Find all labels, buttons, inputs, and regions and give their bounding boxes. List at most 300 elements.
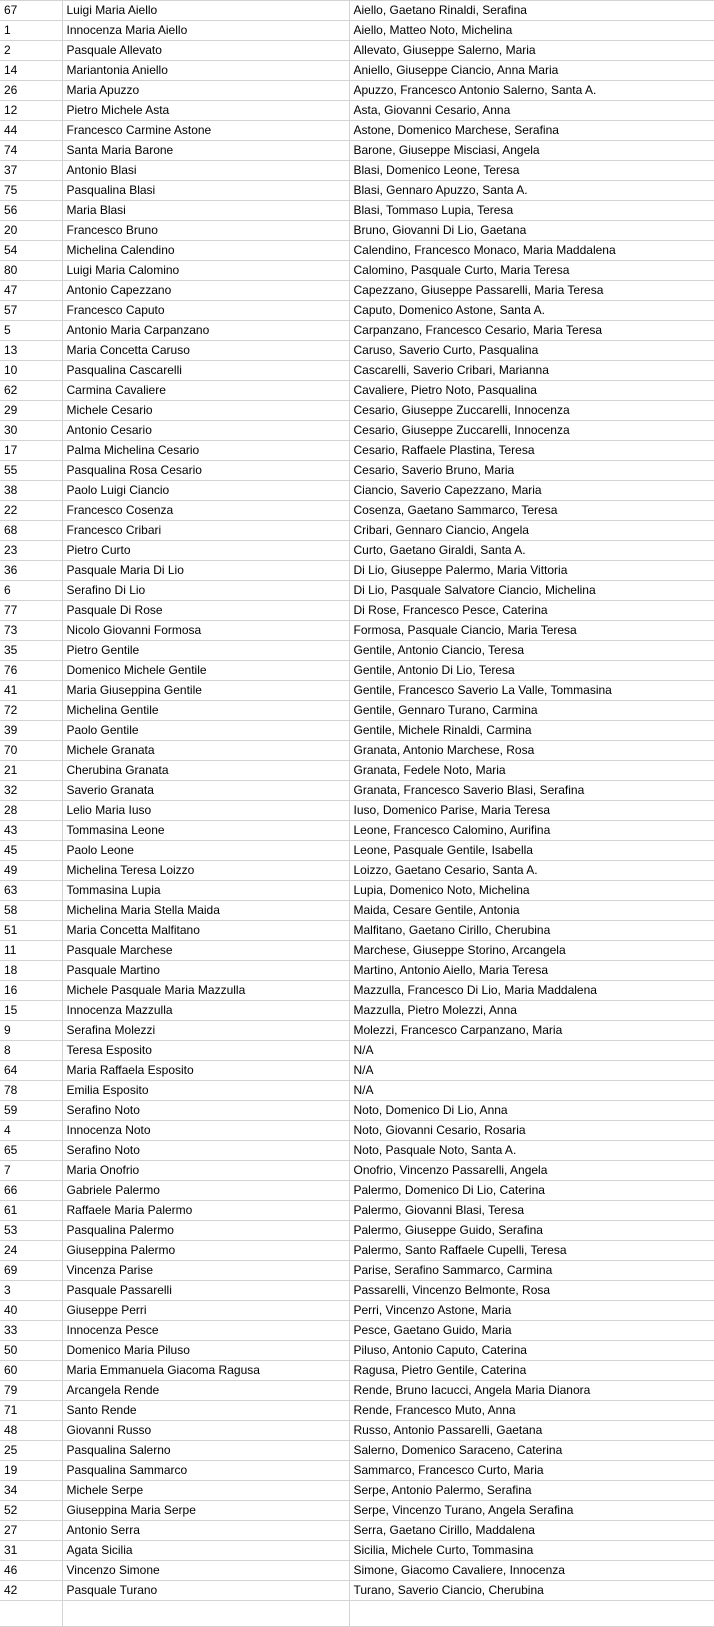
parents-cell[interactable]: Gentile, Michele Rinaldi, Carmina — [349, 721, 714, 741]
record-number-cell[interactable]: 13 — [0, 341, 62, 361]
person-name-cell[interactable]: Pietro Gentile — [62, 641, 349, 661]
record-number-cell[interactable]: 39 — [0, 721, 62, 741]
record-number-cell[interactable]: 48 — [0, 1421, 62, 1441]
parents-cell[interactable]: Capezzano, Giuseppe Passarelli, Maria Teresa — [349, 281, 714, 301]
parents-cell[interactable]: Simone, Giacomo Cavaliere, Innocenza — [349, 1561, 714, 1581]
person-name-cell[interactable]: Pasqualina Blasi — [62, 181, 349, 201]
record-number-cell[interactable]: 17 — [0, 441, 62, 461]
person-name-cell[interactable]: Pietro Michele Asta — [62, 101, 349, 121]
table-row — [0, 1561, 714, 1581]
table-row — [0, 1061, 714, 1081]
parents-cell[interactable]: Aniello, Giuseppe Ciancio, Anna Maria — [349, 61, 714, 81]
record-number-cell[interactable]: 79 — [0, 1381, 62, 1401]
person-name-cell[interactable]: Pasqualina Rosa Cesario — [62, 461, 349, 481]
person-name-cell[interactable]: Pasquale Marchese — [62, 941, 349, 961]
person-name-cell[interactable]: Serafina Molezzi — [62, 1021, 349, 1041]
person-name-cell[interactable]: Maria Onofrio — [62, 1161, 349, 1181]
record-number-cell[interactable]: 64 — [0, 1061, 62, 1081]
table-row — [0, 481, 714, 501]
parents-cell[interactable]: Cascarelli, Saverio Cribari, Marianna — [349, 361, 714, 381]
table-row — [0, 161, 714, 181]
parents-cell[interactable]: Leone, Pasquale Gentile, Isabella — [349, 841, 714, 861]
person-name-cell[interactable]: Domenico Michele Gentile — [62, 661, 349, 681]
record-number-cell[interactable]: 52 — [0, 1501, 62, 1521]
record-number-cell[interactable]: 26 — [0, 81, 62, 101]
record-number-cell[interactable]: 54 — [0, 241, 62, 261]
table-row — [0, 1361, 714, 1381]
record-number-cell[interactable]: 56 — [0, 201, 62, 221]
table-row — [0, 121, 714, 141]
parents-cell[interactable]: Pesce, Gaetano Guido, Maria — [349, 1321, 714, 1341]
person-name-cell[interactable]: Innocenza Noto — [62, 1121, 349, 1141]
record-number-cell[interactable]: 30 — [0, 421, 62, 441]
record-number-cell[interactable]: 33 — [0, 1321, 62, 1341]
record-number-cell[interactable]: 27 — [0, 1521, 62, 1541]
table-row — [0, 841, 714, 861]
table-row — [0, 1121, 714, 1141]
record-number-cell[interactable]: 31 — [0, 1541, 62, 1561]
record-number-cell[interactable]: 50 — [0, 1341, 62, 1361]
table-row — [0, 981, 714, 1001]
person-name-cell[interactable]: Saverio Granata — [62, 781, 349, 801]
record-number-cell[interactable]: 59 — [0, 1101, 62, 1121]
person-name-cell[interactable]: Giuseppina Maria Serpe — [62, 1501, 349, 1521]
table-row — [0, 1301, 714, 1321]
table-row — [0, 621, 714, 641]
record-number-cell[interactable]: 46 — [0, 1561, 62, 1581]
parents-cell[interactable]: Piluso, Antonio Caputo, Caterina — [349, 1341, 714, 1361]
parents-cell[interactable]: Molezzi, Francesco Carpanzano, Maria — [349, 1021, 714, 1041]
person-name-cell[interactable]: Michelina Maria Stella Maida — [62, 901, 349, 921]
table-row — [0, 61, 714, 81]
person-name-cell[interactable]: Pietro Curto — [62, 541, 349, 561]
record-number-cell[interactable]: 80 — [0, 261, 62, 281]
table-row — [0, 701, 714, 721]
person-name-cell[interactable]: Maria Raffaela Esposito — [62, 1061, 349, 1081]
parents-cell[interactable]: Cesario, Raffaele Plastina, Teresa — [349, 441, 714, 461]
table-row — [0, 641, 714, 661]
person-name-cell[interactable] — [62, 1601, 349, 1627]
record-number-cell[interactable]: 68 — [0, 521, 62, 541]
person-name-cell[interactable]: Michele Cesario — [62, 401, 349, 421]
table-row — [0, 141, 714, 161]
record-number-cell[interactable]: 14 — [0, 61, 62, 81]
person-name-cell[interactable]: Santa Maria Barone — [62, 141, 349, 161]
record-number-cell[interactable]: 63 — [0, 881, 62, 901]
record-number-cell[interactable]: 60 — [0, 1361, 62, 1381]
parents-cell[interactable]: Serra, Gaetano Cirillo, Maddalena — [349, 1521, 714, 1541]
record-number-cell[interactable]: 44 — [0, 121, 62, 141]
person-name-cell[interactable]: Vincenza Parise — [62, 1261, 349, 1281]
record-number-cell[interactable] — [0, 1601, 62, 1627]
person-name-cell[interactable]: Innocenza Maria Aiello — [62, 21, 349, 41]
parents-cell[interactable]: Palermo, Giuseppe Guido, Serafina — [349, 1221, 714, 1241]
person-name-cell[interactable]: Antonio Blasi — [62, 161, 349, 181]
record-number-cell[interactable]: 24 — [0, 1241, 62, 1261]
record-number-cell[interactable]: 11 — [0, 941, 62, 961]
record-number-cell[interactable]: 78 — [0, 1081, 62, 1101]
parents-cell[interactable]: Serpe, Antonio Palermo, Serafina — [349, 1481, 714, 1501]
person-name-cell[interactable]: Paolo Leone — [62, 841, 349, 861]
record-number-cell[interactable]: 10 — [0, 361, 62, 381]
parents-cell[interactable]: Formosa, Pasquale Ciancio, Maria Teresa — [349, 621, 714, 641]
table-row — [0, 1281, 714, 1301]
record-number-cell[interactable]: 8 — [0, 1041, 62, 1061]
parents-cell[interactable]: Aiello, Matteo Noto, Michelina — [349, 21, 714, 41]
parents-cell[interactable]: Carpanzano, Francesco Cesario, Maria Teresa — [349, 321, 714, 341]
record-number-cell[interactable]: 38 — [0, 481, 62, 501]
table-row — [0, 441, 714, 461]
table-row — [0, 501, 714, 521]
record-number-cell[interactable]: 2 — [0, 41, 62, 61]
table-row — [0, 881, 714, 901]
parents-cell[interactable]: N/A — [349, 1081, 714, 1101]
parents-cell[interactable]: Maida, Cesare Gentile, Antonia — [349, 901, 714, 921]
record-number-cell[interactable]: 45 — [0, 841, 62, 861]
person-name-cell[interactable]: Serafino Di Lio — [62, 581, 349, 601]
record-number-cell[interactable]: 58 — [0, 901, 62, 921]
record-number-cell[interactable]: 70 — [0, 741, 62, 761]
table-row — [0, 1481, 714, 1501]
record-number-cell[interactable]: 32 — [0, 781, 62, 801]
parents-cell[interactable]: Di Lio, Pasquale Salvatore Ciancio, Michelina — [349, 581, 714, 601]
table-row — [0, 1261, 714, 1281]
table-row — [0, 1381, 714, 1401]
parents-cell[interactable]: Di Lio, Giuseppe Palermo, Maria Vittoria — [349, 561, 714, 581]
parents-cell[interactable]: Parise, Serafino Sammarco, Carmina — [349, 1261, 714, 1281]
person-name-cell[interactable]: Pasqualina Cascarelli — [62, 361, 349, 381]
table-row — [0, 961, 714, 981]
table-row — [0, 381, 714, 401]
table-row — [0, 81, 714, 101]
parents-cell[interactable]: Noto, Domenico Di Lio, Anna — [349, 1101, 714, 1121]
person-name-cell[interactable]: Michele Serpe — [62, 1481, 349, 1501]
person-name-cell[interactable]: Francesco Caputo — [62, 301, 349, 321]
record-number-cell[interactable]: 22 — [0, 501, 62, 521]
record-number-cell[interactable]: 7 — [0, 1161, 62, 1181]
parents-cell[interactable]: N/A — [349, 1041, 714, 1061]
parents-cell[interactable]: Leone, Francesco Calomino, Aurifina — [349, 821, 714, 841]
table-row — [0, 721, 714, 741]
person-name-cell[interactable]: Maria Apuzzo — [62, 81, 349, 101]
table-row — [0, 1421, 714, 1441]
record-number-cell[interactable]: 34 — [0, 1481, 62, 1501]
record-number-cell[interactable]: 42 — [0, 1581, 62, 1601]
record-number-cell[interactable]: 5 — [0, 321, 62, 341]
parents-cell[interactable]: Allevato, Giuseppe Salerno, Maria — [349, 41, 714, 61]
person-name-cell[interactable]: Pasquale Allevato — [62, 41, 349, 61]
person-name-cell[interactable]: Pasqualina Sammarco — [62, 1461, 349, 1481]
person-name-cell[interactable]: Mariantonia Aniello — [62, 61, 349, 81]
table-row — [0, 1501, 714, 1521]
parents-cell[interactable]: Rende, Bruno Iacucci, Angela Maria Dianora — [349, 1381, 714, 1401]
person-name-cell[interactable]: Maria Emmanuela Giacoma Ragusa — [62, 1361, 349, 1381]
parents-cell[interactable]: Blasi, Tommaso Lupia, Teresa — [349, 201, 714, 221]
table-row — [0, 821, 714, 841]
parents-cell[interactable]: Palermo, Giovanni Blasi, Teresa — [349, 1201, 714, 1221]
parents-cell[interactable]: Passarelli, Vincenzo Belmonte, Rosa — [349, 1281, 714, 1301]
parents-cell[interactable]: Loizzo, Gaetano Cesario, Santa A. — [349, 861, 714, 881]
table-row — [0, 1601, 714, 1627]
parents-cell[interactable]: Apuzzo, Francesco Antonio Salerno, Santa A. — [349, 81, 714, 101]
parents-cell[interactable]: Noto, Giovanni Cesario, Rosaria — [349, 1121, 714, 1141]
table-row — [0, 1521, 714, 1541]
record-number-cell[interactable]: 72 — [0, 701, 62, 721]
person-name-cell[interactable]: Maria Giuseppina Gentile — [62, 681, 349, 701]
record-number-cell[interactable]: 29 — [0, 401, 62, 421]
person-name-cell[interactable]: Maria Concetta Malfitano — [62, 921, 349, 941]
person-name-cell[interactable]: Michelina Gentile — [62, 701, 349, 721]
person-name-cell[interactable]: Pasquale Passarelli — [62, 1281, 349, 1301]
table-row — [0, 741, 714, 761]
table-row — [0, 261, 714, 281]
table-row — [0, 1341, 714, 1361]
records-body — [0, 1, 714, 1627]
record-number-cell[interactable]: 71 — [0, 1401, 62, 1421]
person-name-cell[interactable]: Cherubina Granata — [62, 761, 349, 781]
person-name-cell[interactable]: Francesco Bruno — [62, 221, 349, 241]
record-number-cell[interactable]: 66 — [0, 1181, 62, 1201]
person-name-cell[interactable]: Pasquale Martino — [62, 961, 349, 981]
parents-cell[interactable]: Iuso, Domenico Parise, Maria Teresa — [349, 801, 714, 821]
person-name-cell[interactable]: Pasquale Maria Di Lio — [62, 561, 349, 581]
record-number-cell[interactable]: 40 — [0, 1301, 62, 1321]
record-number-cell[interactable]: 57 — [0, 301, 62, 321]
record-number-cell[interactable]: 1 — [0, 21, 62, 41]
parents-cell[interactable]: Lupia, Domenico Noto, Michelina — [349, 881, 714, 901]
record-number-cell[interactable]: 4 — [0, 1121, 62, 1141]
person-name-cell[interactable]: Francesco Cosenza — [62, 501, 349, 521]
person-name-cell[interactable]: Pasqualina Salerno — [62, 1441, 349, 1461]
table-row — [0, 341, 714, 361]
person-name-cell[interactable]: Luigi Maria Aiello — [62, 1, 349, 21]
parents-cell[interactable]: Barone, Giuseppe Misciasi, Angela — [349, 141, 714, 161]
person-name-cell[interactable]: Domenico Maria Piluso — [62, 1341, 349, 1361]
person-name-cell[interactable]: Palma Michelina Cesario — [62, 441, 349, 461]
person-name-cell[interactable]: Emilia Esposito — [62, 1081, 349, 1101]
parents-cell[interactable]: Palermo, Santo Raffaele Cupelli, Teresa — [349, 1241, 714, 1261]
parents-cell[interactable]: Cosenza, Gaetano Sammarco, Teresa — [349, 501, 714, 521]
record-number-cell[interactable]: 51 — [0, 921, 62, 941]
parents-cell[interactable]: Ragusa, Pietro Gentile, Caterina — [349, 1361, 714, 1381]
parents-cell[interactable]: Serpe, Vincenzo Turano, Angela Serafina — [349, 1501, 714, 1521]
parents-cell[interactable]: Mazzulla, Francesco Di Lio, Maria Maddalena — [349, 981, 714, 1001]
record-number-cell[interactable]: 75 — [0, 181, 62, 201]
person-name-cell[interactable]: Giuseppina Palermo — [62, 1241, 349, 1261]
person-name-cell[interactable]: Maria Blasi — [62, 201, 349, 221]
parents-cell[interactable]: Di Rose, Francesco Pesce, Caterina — [349, 601, 714, 621]
person-name-cell[interactable]: Vincenzo Simone — [62, 1561, 349, 1581]
parents-cell[interactable]: Blasi, Gennaro Apuzzo, Santa A. — [349, 181, 714, 201]
record-number-cell[interactable]: 20 — [0, 221, 62, 241]
person-name-cell[interactable]: Michele Granata — [62, 741, 349, 761]
parents-cell[interactable]: Curto, Gaetano Giraldi, Santa A. — [349, 541, 714, 561]
record-number-cell[interactable]: 19 — [0, 1461, 62, 1481]
person-name-cell[interactable]: Luigi Maria Calomino — [62, 261, 349, 281]
parents-cell[interactable]: Astone, Domenico Marchese, Serafina — [349, 121, 714, 141]
table-row — [0, 661, 714, 681]
parents-cell[interactable]: Turano, Saverio Ciancio, Cherubina — [349, 1581, 714, 1601]
person-name-cell[interactable]: Lelio Maria Iuso — [62, 801, 349, 821]
record-number-cell[interactable]: 69 — [0, 1261, 62, 1281]
record-number-cell[interactable]: 65 — [0, 1141, 62, 1161]
parents-cell[interactable]: Onofrio, Vincenzo Passarelli, Angela — [349, 1161, 714, 1181]
person-name-cell[interactable]: Raffaele Maria Palermo — [62, 1201, 349, 1221]
record-number-cell[interactable]: 74 — [0, 141, 62, 161]
record-number-cell[interactable]: 3 — [0, 1281, 62, 1301]
parents-cell[interactable]: Gentile, Antonio Ciancio, Teresa — [349, 641, 714, 661]
record-number-cell[interactable]: 23 — [0, 541, 62, 561]
record-number-cell[interactable]: 28 — [0, 801, 62, 821]
person-name-cell[interactable]: Michele Pasquale Maria Mazzulla — [62, 981, 349, 1001]
person-name-cell[interactable]: Arcangela Rende — [62, 1381, 349, 1401]
record-number-cell[interactable]: 25 — [0, 1441, 62, 1461]
person-name-cell[interactable]: Paolo Gentile — [62, 721, 349, 741]
table-row — [0, 1021, 714, 1041]
table-row — [0, 861, 714, 881]
person-name-cell[interactable]: Innocenza Mazzulla — [62, 1001, 349, 1021]
parents-cell[interactable]: Cesario, Saverio Bruno, Maria — [349, 461, 714, 481]
parents-cell[interactable]: Perri, Vincenzo Astone, Maria — [349, 1301, 714, 1321]
person-name-cell[interactable]: Serafino Noto — [62, 1101, 349, 1121]
parents-cell[interactable] — [349, 1601, 714, 1627]
parents-cell[interactable]: Asta, Giovanni Cesario, Anna — [349, 101, 714, 121]
table-row — [0, 541, 714, 561]
person-name-cell[interactable]: Paolo Luigi Ciancio — [62, 481, 349, 501]
person-name-cell[interactable]: Gabriele Palermo — [62, 1181, 349, 1201]
person-name-cell[interactable]: Teresa Esposito — [62, 1041, 349, 1061]
table-row — [0, 1581, 714, 1601]
person-name-cell[interactable]: Tommasina Lupia — [62, 881, 349, 901]
parents-cell[interactable]: Sammarco, Francesco Curto, Maria — [349, 1461, 714, 1481]
record-number-cell[interactable]: 9 — [0, 1021, 62, 1041]
parents-cell[interactable]: Mazzulla, Pietro Molezzi, Anna — [349, 1001, 714, 1021]
record-number-cell[interactable]: 53 — [0, 1221, 62, 1241]
person-name-cell[interactable]: Michelina Teresa Loizzo — [62, 861, 349, 881]
record-number-cell[interactable]: 12 — [0, 101, 62, 121]
table-row — [0, 1401, 714, 1421]
parents-cell[interactable]: Gentile, Francesco Saverio La Valle, Tommasina — [349, 681, 714, 701]
table-row — [0, 1241, 714, 1261]
record-number-cell[interactable]: 18 — [0, 961, 62, 981]
parents-cell[interactable]: Cesario, Giuseppe Zuccarelli, Innocenza — [349, 421, 714, 441]
record-number-cell[interactable]: 67 — [0, 1, 62, 21]
person-name-cell[interactable]: Tommasina Leone — [62, 821, 349, 841]
table-row — [0, 301, 714, 321]
parents-cell[interactable]: Palermo, Domenico Di Lio, Caterina — [349, 1181, 714, 1201]
table-row — [0, 221, 714, 241]
parents-cell[interactable]: Sicilia, Michele Curto, Tommasina — [349, 1541, 714, 1561]
table-row — [0, 1461, 714, 1481]
record-number-cell[interactable]: 49 — [0, 861, 62, 881]
table-row — [0, 1441, 714, 1461]
record-number-cell[interactable]: 15 — [0, 1001, 62, 1021]
table-row — [0, 1081, 714, 1101]
parents-cell[interactable]: Rende, Francesco Muto, Anna — [349, 1401, 714, 1421]
person-name-cell[interactable]: Pasquale Turano — [62, 1581, 349, 1601]
table-row — [0, 181, 714, 201]
record-number-cell[interactable]: 61 — [0, 1201, 62, 1221]
person-name-cell[interactable]: Michelina Calendino — [62, 241, 349, 261]
record-number-cell[interactable]: 6 — [0, 581, 62, 601]
parents-cell[interactable]: Cribari, Gennaro Ciancio, Angela — [349, 521, 714, 541]
person-name-cell[interactable]: Francesco Cribari — [62, 521, 349, 541]
parents-cell[interactable]: Cavaliere, Pietro Noto, Pasqualina — [349, 381, 714, 401]
parents-cell[interactable]: Noto, Pasquale Noto, Santa A. — [349, 1141, 714, 1161]
parents-cell[interactable]: Aiello, Gaetano Rinaldi, Serafina — [349, 1, 714, 21]
parents-cell[interactable]: Ciancio, Saverio Capezzano, Maria — [349, 481, 714, 501]
parents-cell[interactable]: Bruno, Giovanni Di Lio, Gaetana — [349, 221, 714, 241]
person-name-cell[interactable]: Pasquale Di Rose — [62, 601, 349, 621]
person-name-cell[interactable]: Francesco Carmine Astone — [62, 121, 349, 141]
table-row — [0, 1, 714, 21]
person-name-cell[interactable]: Giovanni Russo — [62, 1421, 349, 1441]
person-name-cell[interactable]: Antonio Maria Carpanzano — [62, 321, 349, 341]
table-row — [0, 21, 714, 41]
table-row — [0, 361, 714, 381]
parents-cell[interactable]: Caruso, Saverio Curto, Pasqualina — [349, 341, 714, 361]
parents-cell[interactable]: Gentile, Antonio Di Lio, Teresa — [349, 661, 714, 681]
record-number-cell[interactable]: 21 — [0, 761, 62, 781]
person-name-cell[interactable]: Maria Concetta Caruso — [62, 341, 349, 361]
person-name-cell[interactable]: Giuseppe Perri — [62, 1301, 349, 1321]
person-name-cell[interactable]: Antonio Cesario — [62, 421, 349, 441]
parents-cell[interactable]: Russo, Antonio Passarelli, Gaetana — [349, 1421, 714, 1441]
record-number-cell[interactable]: 41 — [0, 681, 62, 701]
record-number-cell[interactable]: 16 — [0, 981, 62, 1001]
parents-cell[interactable]: Caputo, Domenico Astone, Santa A. — [349, 301, 714, 321]
record-number-cell[interactable]: 76 — [0, 661, 62, 681]
person-name-cell[interactable]: Serafino Noto — [62, 1141, 349, 1161]
record-number-cell[interactable]: 47 — [0, 281, 62, 301]
person-name-cell[interactable]: Nicolo Giovanni Formosa — [62, 621, 349, 641]
table-row — [0, 1161, 714, 1181]
person-name-cell[interactable]: Pasqualina Palermo — [62, 1221, 349, 1241]
parents-cell[interactable]: N/A — [349, 1061, 714, 1081]
record-number-cell[interactable]: 73 — [0, 621, 62, 641]
parents-cell[interactable]: Granata, Francesco Saverio Blasi, Serafina — [349, 781, 714, 801]
record-number-cell[interactable]: 43 — [0, 821, 62, 841]
record-number-cell[interactable]: 36 — [0, 561, 62, 581]
record-number-cell[interactable]: 77 — [0, 601, 62, 621]
record-number-cell[interactable]: 35 — [0, 641, 62, 661]
record-number-cell[interactable]: 62 — [0, 381, 62, 401]
person-name-cell[interactable]: Innocenza Pesce — [62, 1321, 349, 1341]
parents-cell[interactable]: Martino, Antonio Aiello, Maria Teresa — [349, 961, 714, 981]
person-name-cell[interactable]: Antonio Serra — [62, 1521, 349, 1541]
parents-cell[interactable]: Blasi, Domenico Leone, Teresa — [349, 161, 714, 181]
person-name-cell[interactable]: Carmina Cavaliere — [62, 381, 349, 401]
record-number-cell[interactable]: 55 — [0, 461, 62, 481]
parents-cell[interactable]: Cesario, Giuseppe Zuccarelli, Innocenza — [349, 401, 714, 421]
table-row — [0, 561, 714, 581]
table-row — [0, 401, 714, 421]
parents-cell[interactable]: Calomino, Pasquale Curto, Maria Teresa — [349, 261, 714, 281]
person-name-cell[interactable]: Agata Sicilia — [62, 1541, 349, 1561]
record-number-cell[interactable]: 37 — [0, 161, 62, 181]
parents-cell[interactable]: Salerno, Domenico Saraceno, Caterina — [349, 1441, 714, 1461]
person-name-cell[interactable]: Santo Rende — [62, 1401, 349, 1421]
parents-cell[interactable]: Granata, Antonio Marchese, Rosa — [349, 741, 714, 761]
person-name-cell[interactable]: Antonio Capezzano — [62, 281, 349, 301]
table-row — [0, 41, 714, 61]
parents-cell[interactable]: Calendino, Francesco Monaco, Maria Maddalena — [349, 241, 714, 261]
parents-cell[interactable]: Marchese, Giuseppe Storino, Arcangela — [349, 941, 714, 961]
parents-cell[interactable]: Gentile, Gennaro Turano, Carmina — [349, 701, 714, 721]
table-row — [0, 1181, 714, 1201]
parents-cell[interactable]: Granata, Fedele Noto, Maria — [349, 761, 714, 781]
parents-cell[interactable]: Malfitano, Gaetano Cirillo, Cherubina — [349, 921, 714, 941]
